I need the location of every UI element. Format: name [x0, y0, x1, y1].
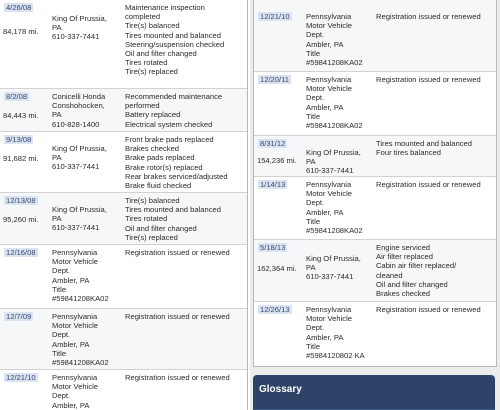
detail-line: Battery replaced [125, 110, 181, 120]
detail-line: Oil and filter changed [376, 279, 448, 289]
detail-line: Rear brakes serviced/adjusted [125, 171, 228, 181]
source-line: Ambler, PA [306, 102, 344, 112]
source-line: Title [52, 348, 67, 358]
source-line: Motor Vehicle [52, 257, 99, 267]
detail-line: Air filter replaced [376, 252, 433, 262]
source-line: #59841208KA02 [52, 358, 109, 368]
source-line: PA [52, 214, 62, 224]
source-line: Dept. [52, 266, 71, 276]
source-line: King Of Prussia, [52, 144, 107, 153]
detail-line: Registration issued or renewed [376, 180, 481, 189]
detail-line: Tires mounted and balanced [125, 30, 221, 40]
detail-line: Brake pads replaced [125, 153, 195, 163]
source-line: 610-337-7441 [306, 166, 354, 176]
record-mileage: 95,260 mi. [3, 215, 39, 224]
detail-line: Engine serviced [376, 243, 431, 252]
source-line: PA [52, 153, 62, 163]
source-line: King Of Prussia, [306, 148, 361, 157]
source-line: King Of Prussia, [52, 205, 107, 214]
detail-line: Registration issued or renewed [376, 75, 481, 84]
history-record [254, 0, 496, 72]
source-line: 610-337-7441 [52, 223, 100, 233]
history-record [0, 89, 247, 132]
detail-line: Registration issued or renewed [125, 248, 230, 257]
history-record [254, 302, 496, 366]
record-date: 12/26/13 [260, 305, 290, 314]
source-line: Title [306, 48, 321, 58]
source-line: Ambler, PA [306, 332, 344, 342]
detail-line: Four tires balanced [376, 148, 442, 158]
source-line: Ambler, PA [52, 400, 90, 410]
record-date: 9/13/08 [6, 135, 32, 144]
history-record [0, 193, 247, 245]
detail-line: performed [125, 101, 160, 111]
source-line: #59841208KA02 [306, 121, 363, 131]
source-line: Motor Vehicle [306, 21, 353, 31]
detail-line: Brakes checked [376, 289, 431, 299]
history-record [0, 309, 247, 370]
source-line: PA [306, 157, 316, 167]
history-panel [253, 0, 497, 367]
source-line: #59841208KA02 [306, 226, 363, 236]
glossary-section[interactable] [253, 375, 495, 410]
source-line: Dept. [52, 391, 71, 401]
source-line: Conicelli Honda [52, 92, 106, 101]
record-date: 5/18/13 [260, 243, 286, 252]
detail-line: cleaned [376, 270, 403, 280]
source-line: 610-337-7441 [52, 32, 100, 42]
detail-line: Tires rotated [125, 214, 168, 224]
detail-line: Electrical system checked [125, 119, 213, 129]
source-line: 610-337-7441 [52, 162, 100, 172]
detail-line: completed [125, 12, 161, 22]
detail-line: Registration issued or renewed [125, 312, 230, 321]
source-line: Dept. [306, 323, 325, 333]
record-mileage: 84,443 mi. [3, 111, 39, 120]
source-line: Pennsylvania [52, 312, 98, 321]
source-line: Motor Vehicle [52, 382, 99, 392]
source-line: Dept. [306, 93, 325, 103]
source-line: King Of Prussia, [52, 14, 107, 23]
record-date: 12/21/10 [260, 12, 290, 21]
detail-line: Oil and filter changed [125, 223, 197, 233]
source-line: King Of Prussia, [306, 254, 361, 263]
detail-line: Front brake pads replaced [125, 135, 214, 144]
source-line: Title [306, 341, 321, 351]
source-line: Pennsylvania [306, 180, 352, 189]
source-line: Pennsylvania [306, 305, 352, 314]
detail-line: Tire(s) balanced [125, 196, 180, 205]
detail-line: Tire(s) replaced [125, 232, 178, 242]
source-line: 610-337-7441 [306, 272, 354, 282]
detail-line: Oil and filter changed [125, 49, 197, 59]
record-mileage: 84,178 mi. [3, 27, 39, 36]
source-line: #5984120802 KA [306, 351, 365, 361]
detail-line: Registration issued or renewed [125, 373, 230, 382]
detail-line: Tires rotated [125, 58, 168, 68]
source-line: Title [52, 284, 67, 294]
detail-line: Brake rotor(s) replaced [125, 162, 203, 172]
record-mileage: 154,236 mi. [257, 156, 297, 165]
record-date: 12/21/10 [6, 373, 36, 382]
source-line: Dept. [52, 330, 71, 340]
detail-line: Tires mounted and balanced [125, 205, 221, 215]
source-line: Pennsylvania [306, 12, 352, 21]
detail-line: Recommended maintenance [125, 92, 223, 101]
history-record [254, 72, 496, 136]
source-line: Ambler, PA [306, 207, 344, 217]
history-record [0, 370, 247, 410]
source-line: #59841208KA02 [306, 58, 363, 68]
detail-line: Tires mounted and balanced [376, 139, 472, 148]
record-date: 12/16/08 [6, 248, 36, 257]
source-line: PA [306, 263, 316, 273]
record-date: 4/26/08 [6, 3, 32, 12]
source-line: Ambler, PA [306, 39, 344, 49]
source-line: Ambler, PA [52, 275, 90, 285]
record-date: 1/14/13 [260, 180, 286, 189]
detail-line: Tire(s) balanced [125, 21, 180, 31]
history-record [254, 136, 496, 177]
source-line: Motor Vehicle [52, 321, 99, 331]
source-line: Ambler, PA [52, 339, 90, 349]
source-line: Motor Vehicle [306, 314, 353, 324]
source-line: PA [52, 110, 62, 120]
record-mileage: 162,364 mi. [257, 264, 297, 273]
detail-line: Registration issued or renewed [376, 12, 481, 21]
left-column [0, 0, 248, 410]
history-record [0, 245, 247, 309]
record-date: 12/7/09 [6, 312, 32, 321]
source-line: Motor Vehicle [306, 84, 353, 94]
glossary-title[interactable]: Glossary [259, 384, 302, 395]
right-column [250, 0, 500, 410]
history-record [0, 0, 247, 89]
source-line: Title [306, 111, 321, 121]
source-line: Title [306, 216, 321, 226]
history-record [0, 132, 247, 193]
history-record [254, 177, 496, 240]
record-date: 12/20/11 [260, 75, 289, 84]
source-line: #59841208KA02 [52, 294, 109, 304]
source-line: Motor Vehicle [306, 189, 353, 199]
source-line: Pennsylvania [306, 75, 352, 84]
source-line: 610-828-1400 [52, 119, 100, 129]
source-line: Dept. [306, 30, 325, 40]
detail-line: Brake fluid checked [125, 181, 192, 191]
source-line: PA [52, 23, 62, 33]
record-date: 8/2/08 [6, 92, 28, 101]
detail-line: Tire(s) replaced [125, 67, 178, 77]
source-line: Conshohocken, [52, 101, 105, 111]
source-line: Pennsylvania [52, 373, 98, 382]
record-date: 12/13/08 [6, 196, 36, 205]
detail-line: Registration issued or renewed [376, 305, 481, 314]
record-date: 8/31/12 [260, 139, 286, 148]
history-record [254, 240, 496, 302]
detail-line: Maintenance inspection [125, 3, 205, 12]
detail-line: Cabin air filter replaced/ [376, 261, 457, 271]
source-line: Pennsylvania [52, 248, 98, 257]
detail-line: Steering/suspension checked [125, 39, 225, 49]
detail-line: Brakes checked [125, 144, 180, 154]
record-mileage: 91,682 mi. [3, 154, 39, 163]
source-line: Dept. [306, 198, 325, 208]
